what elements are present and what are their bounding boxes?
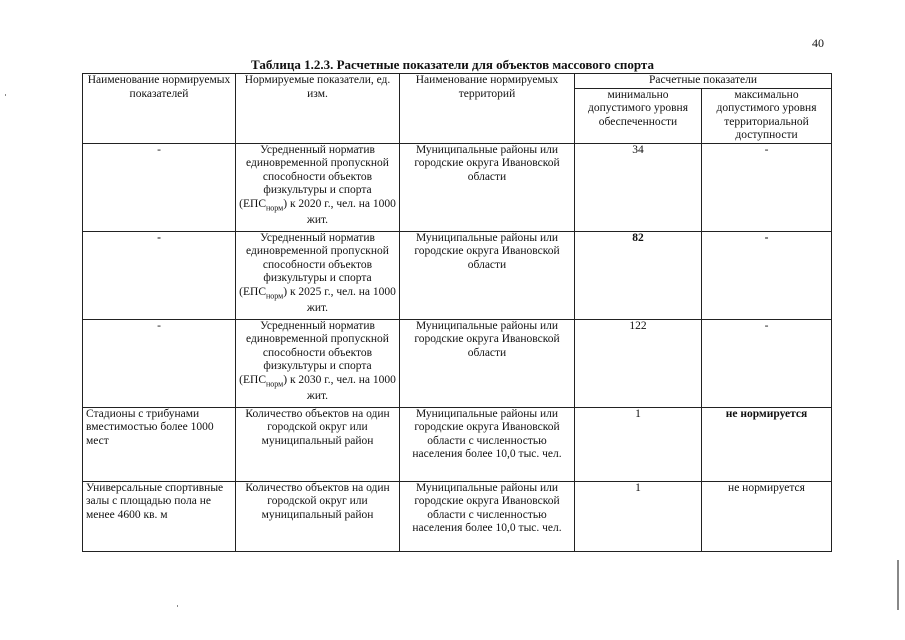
cell-max: не нормируется [702, 481, 832, 551]
header-name: Наименование нормируемых показателей [83, 74, 236, 144]
cell-min: 82 [575, 231, 702, 319]
cell-indicator: Количество объектов на один городской округ или муниципальный район [236, 407, 400, 481]
cell-name: Универсальные спортивные залы с площадью пола не менее 4600 кв. м [83, 481, 236, 551]
header-indicator: Нормируемые показатели, ед. изм. [236, 74, 400, 144]
cell-max: не нормируется [702, 407, 832, 481]
table-row [83, 481, 832, 551]
cell-max: - [702, 143, 832, 231]
header-min: минимально допустимого уровня обеспеченности [575, 88, 702, 143]
cell-name: - [83, 231, 236, 319]
cell-max: - [702, 231, 832, 319]
cell-indicator: Количество объектов на один городской округ или муниципальный район [236, 481, 400, 551]
cell-territory: Муниципальные районы или городские округа Ивановской области [400, 143, 575, 231]
scan-dot [177, 605, 178, 607]
cell-max: - [702, 319, 832, 407]
table-row [83, 143, 832, 231]
indicators-table [82, 73, 832, 552]
cell-indicator: Усредненный норматив единовременной пропускной способности объектов физкультуры и спорта $(ЕПС_{норм})$ к 2020 г., чел. на 1000 жит. [236, 143, 400, 231]
cell-territory: Муниципальные районы или городские округа Ивановской области с численностью населения более 10,0 тыс. чел. [400, 407, 575, 481]
header-max: максимально допустимого уровня территориальной доступности [702, 88, 832, 143]
cell-min: 122 [575, 319, 702, 407]
cell-name: Стадионы с трибунами вместимостью более 1000 мест [83, 407, 236, 481]
cell-territory: Муниципальные районы или городские округа Ивановской области [400, 319, 575, 407]
header-group: Расчетные показатели [575, 74, 832, 89]
cell-min: 1 [575, 407, 702, 481]
scan-dot [5, 94, 6, 96]
table-title: Таблица 1.2.3. Расчетные показатели для объектов массового спорта [251, 57, 654, 72]
scan-edge-mark [897, 560, 899, 610]
header-territory: Наименование нормируемых территорий [400, 74, 575, 144]
header-row [83, 74, 832, 89]
cell-min: 34 [575, 143, 702, 231]
cell-name: - [83, 143, 236, 231]
cell-min: 1 [575, 481, 702, 551]
cell-territory: Муниципальные районы или городские округа Ивановской области с численностью населения более 10,0 тыс. чел. [400, 481, 575, 551]
cell-territory: Муниципальные районы или городские округа Ивановской области [400, 231, 575, 319]
table-row [83, 231, 832, 319]
cell-indicator: Усредненный норматив единовременной пропускной способности объектов физкультуры и спорта $(ЕПС_{норм})$ к 2030 г., чел. на 1000 жит. [236, 319, 400, 407]
cell-name: - [83, 319, 236, 407]
table-row [83, 407, 832, 481]
table-row [83, 319, 832, 407]
cell-indicator: Усредненный норматив единовременной пропускной способности объектов физкультуры и спорта $(ЕПС_{норм})$ к 2025 г., чел. на 1000 жит. [236, 231, 400, 319]
page-number: 40 [812, 36, 824, 50]
